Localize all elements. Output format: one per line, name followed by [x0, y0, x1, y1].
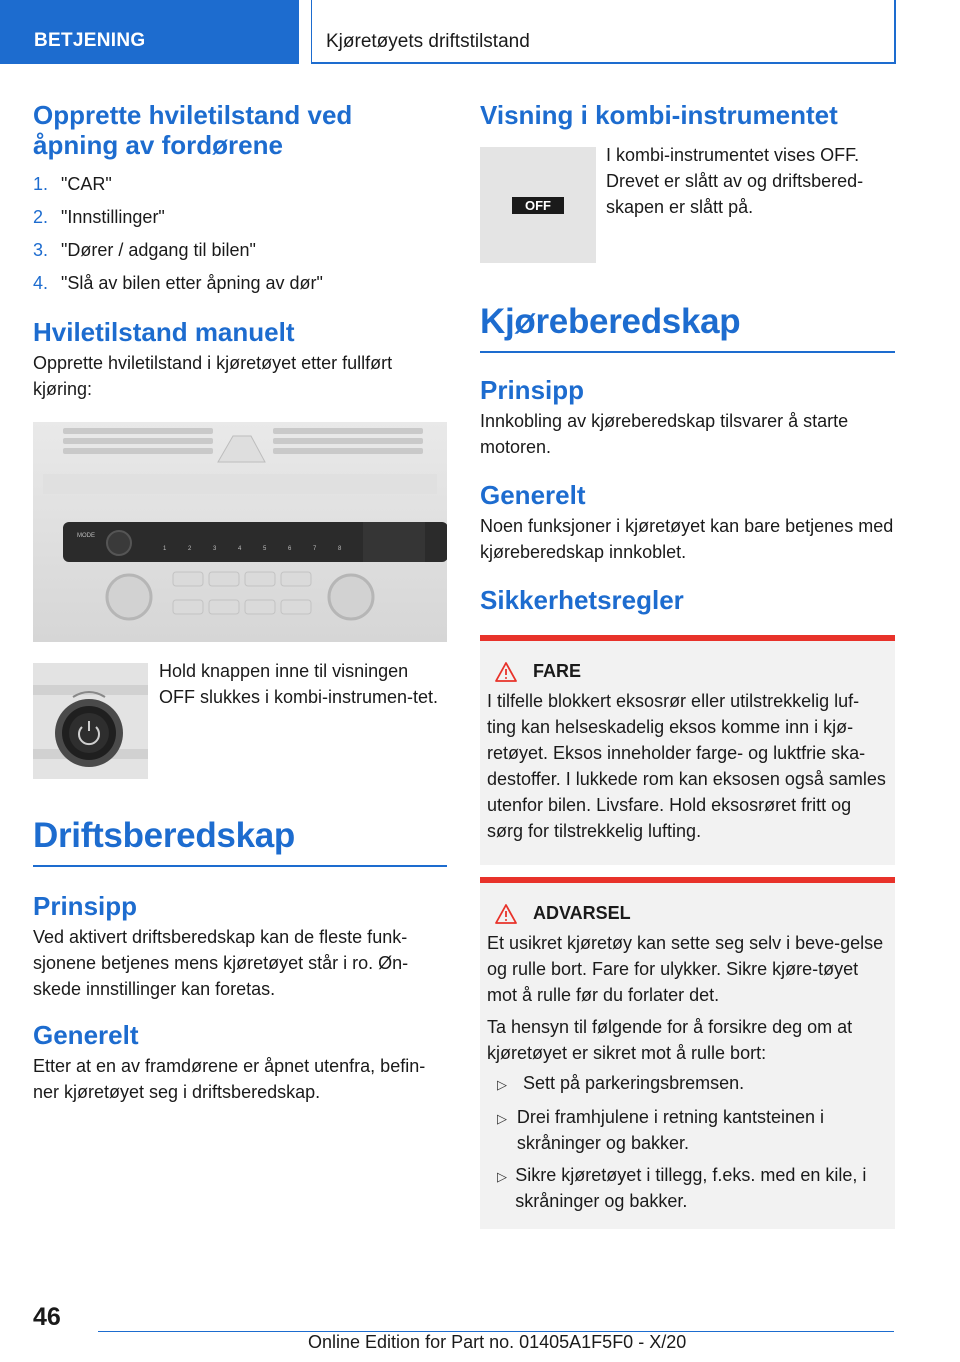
list-item: ▷ Drei framhjulene i retning kantsteinen i skråninger og bakker.: [487, 1104, 887, 1156]
warning-title: ADVARSEL: [487, 903, 887, 924]
general-body: Noen funksjoner i kjøretøyet kan bare betjenes med kjøreberedskap innkoblet.: [480, 516, 894, 562]
preset-label: 1: [163, 546, 167, 552]
general-body: Etter at en av framdørene er åpnet utenfra, befin-ner kjøretøyet seg i driftsberedskap.: [33, 1056, 426, 1102]
chapter-tab: [311, 0, 896, 64]
danger-box: [480, 635, 895, 865]
chapter-label: Kjøretøyets driftstilstand: [326, 31, 530, 52]
section-label: BETJENING: [34, 30, 146, 51]
power-button-image: [33, 663, 148, 779]
principle-body: Ved aktivert driftsberedskap kan de fleste funk-sjonene betjenes mens kjøretøyet står i ro. Øn-skede innstillinger kan foretas.: [33, 927, 409, 999]
preset-label: 8: [338, 546, 342, 552]
preset-label: 2: [188, 546, 192, 552]
section-tab: [0, 0, 299, 64]
display-figure: [480, 147, 895, 263]
chapter-title-drive-readiness: Kjøreberedskap: [480, 301, 895, 353]
radio-console-illustration: [33, 422, 447, 642]
preset-label: 7: [313, 546, 317, 552]
power-button-caption: Hold knappen inne til visningen OFF slukkes i kombi-instrumen-tet.: [159, 661, 439, 707]
triangle-bullet-icon: ▷: [497, 1169, 507, 1184]
heading-general: Generelt: [480, 480, 586, 510]
manual-body: Opprette hviletilstand i kjøretøyet etter fullført kjøring:: [33, 353, 393, 399]
danger-body: I tilfelle blokkert eksosrør eller utilstrekkelig luf-ting kan helseskadelig eksos komme inn i kjø-retøyet. Eksos inneholder farge- og luktfrie ska-destoffer. I lukkede rom kan eksosen også samles utenfor bilen. Livsfare. Hold eksosrøret fritt og sørg for tilstrekkelig lufting.: [487, 691, 886, 841]
heading-rest-state-manual: Hviletilstand manuelt: [33, 317, 295, 347]
chapter-title-operating-readiness: Driftsberedskap: [33, 815, 447, 867]
left-column: [33, 100, 447, 1105]
preset-label: 3: [213, 546, 217, 552]
heading-general: Generelt: [33, 1020, 139, 1050]
off-display-image: [480, 147, 596, 263]
display-body: I kombi-instrumentet vises OFF. Drevet er slått av og driftsbered-skapen er slått på.: [606, 145, 864, 217]
radio-console-image: [33, 422, 447, 642]
list-item: 2. "Innstillinger": [33, 207, 165, 227]
list-item: 1. "CAR": [33, 174, 112, 194]
heading-display: Visning i kombi-instrumentet: [480, 100, 838, 130]
list-item: 3. "Dører / adgang til bilen": [33, 240, 256, 260]
triangle-bullet-icon: ▷: [497, 1077, 507, 1092]
power-icon: [33, 663, 148, 779]
mode-label: MODE: [77, 533, 95, 539]
heading-principle: Prinsipp: [33, 891, 138, 921]
list-item: ▷ Sikre kjøretøyet i tillegg, f.eks. med en kile, i skråninger og bakker.: [487, 1162, 887, 1214]
heading-rest-state-doors: Opprette hviletilstand ved åpning av fordørene: [33, 100, 353, 160]
preset-label: 4: [238, 546, 242, 552]
power-button-figure: [33, 663, 447, 779]
warning-triangle-icon: [495, 662, 517, 682]
warning-body-2: Ta hensyn til følgende for å forsikre deg om at kjøretøyet er sikret mot å rulle bort:: [487, 1017, 853, 1063]
footer-edition: Online Edition for Part no. 01405A1F5F0 - X/20: [308, 1332, 687, 1352]
warning-triangle-icon: [495, 904, 517, 924]
list-item: 4. "Slå av bilen etter åpning av dør": [33, 273, 323, 293]
warning-box: [480, 877, 895, 1229]
danger-title: FARE: [487, 661, 887, 682]
heading-principle: Prinsipp: [480, 375, 585, 405]
steps-list: [33, 168, 447, 300]
warning-list: [487, 1070, 887, 1214]
warning-body-1: Et usikret kjøretøy kan sette seg selv i beve-gelse og rulle bort. Fare for ulykker. Sikre kjøre-tøyet mot å rulle før du forlater det.: [487, 933, 884, 1005]
off-indicator: OFF: [512, 197, 564, 214]
list-item: ▷ Sett på parkeringsbremsen.: [487, 1070, 887, 1098]
triangle-bullet-icon: ▷: [497, 1111, 507, 1126]
right-column: [480, 100, 895, 1229]
page-number: 46: [33, 1303, 61, 1331]
preset-label: 5: [263, 546, 267, 552]
preset-label: 6: [288, 546, 292, 552]
heading-safety: Sikkerhetsregler: [480, 585, 684, 615]
principle-body: Innkobling av kjøreberedskap tilsvarer å starte motoren.: [480, 411, 849, 457]
